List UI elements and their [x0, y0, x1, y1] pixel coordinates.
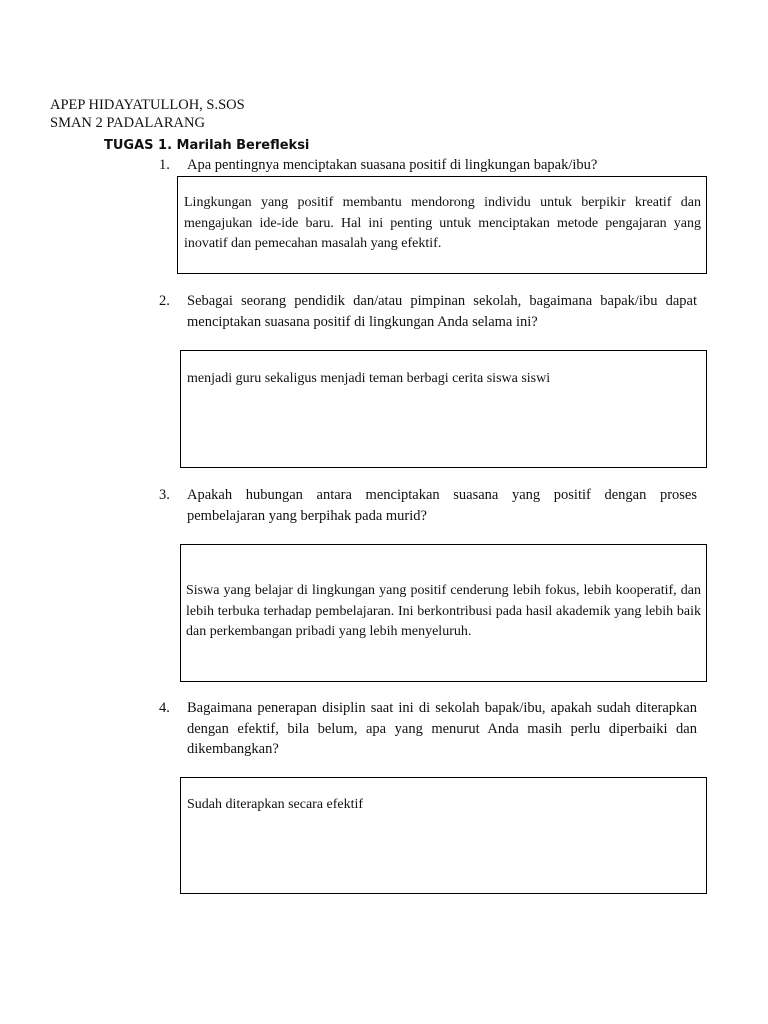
task-heading: TUGAS 1. Marilah Berefleksi: [104, 138, 310, 153]
answer-text: Lingkungan yang positif membantu mendorong individu untuk berpikir kreatif dan mengajukan ide-ide baru. Hal ini penting untuk menciptakan metode pengajaran yang inovatif dan pemecahan masalah yang efektif.: [184, 195, 701, 251]
question-text: Bagaimana penerapan disiplin saat ini di sekolah bapak/ibu, apakah sudah diterapkan dengan efektif, bila belum, apa yang menurut Anda masih perlu diperbaiki dan dikembangkan?: [187, 700, 697, 757]
question-number: 1.: [159, 157, 170, 173]
author-name: APEP HIDAYATULLOH, S.SOS: [50, 97, 245, 113]
question-text: Apakah hubungan antara menciptakan suasana yang positif dengan proses pembelajaran yang berpihak pada murid?: [187, 487, 697, 524]
answer-text: Sudah diterapkan secara efektif: [187, 797, 364, 812]
question-text: Sebagai seorang pendidik dan/atau pimpinan sekolah, bagaimana bapak/ibu dapat menciptakan suasana positif di lingkungan Anda selama ini?: [187, 293, 697, 330]
answer-text: menjadi guru sekaligus menjadi teman berbagi cerita siswa siswi: [187, 371, 551, 386]
answer-box: [180, 350, 707, 468]
question-text: Apa pentingnya menciptakan suasana positif di lingkungan bapak/ibu?: [187, 157, 598, 173]
question-number: 3.: [159, 487, 170, 503]
question-number: 2.: [159, 293, 170, 309]
question-number: 4.: [159, 700, 170, 716]
school-name: SMAN 2 PADALARANG: [50, 115, 205, 131]
answer-text: Siswa yang belajar di lingkungan yang positif cenderung lebih fokus, lebih kooperatif, dan lebih terbuka terhadap pembelajaran. Ini berkontribusi pada hasil akademik yang lebih baik dan perkembangan pribadi yang lebih menyeluruh.: [186, 583, 701, 639]
